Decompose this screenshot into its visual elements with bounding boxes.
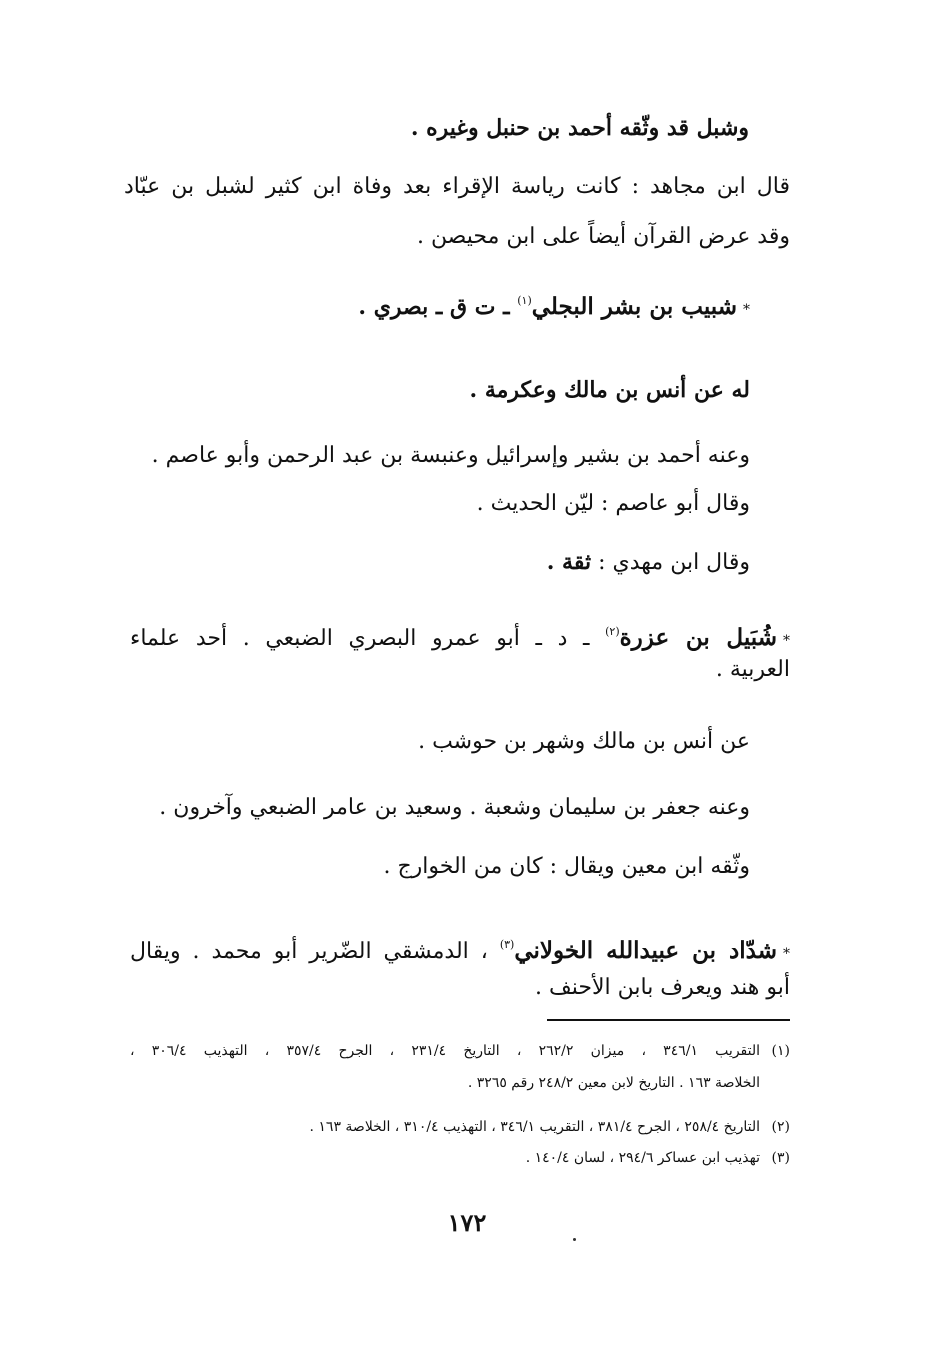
- text-line: وعنه أحمد بن بشير وإسرائيل وعنبسة بن عبد الرحمن وأبو عاصم .: [151, 443, 750, 468]
- entry-heading-shabib: [358, 286, 750, 325]
- entry-marker: *: [783, 946, 790, 962]
- footnote-1-cont: الخلاصة ١٦٣ . التاريخ لابن معين ٢٤٨/٢ رقم ٣٢٦٥ .: [467, 1075, 760, 1091]
- text-line: وشبل قد وثّقه أحمد بن حنبل وغيره .: [410, 115, 749, 141]
- entry-marker: *: [743, 302, 750, 318]
- text-line: وقال أبو عاصم : ليّن الحديث .: [476, 491, 750, 516]
- scan-speck: [573, 1238, 576, 1241]
- text-line: العربية .: [715, 657, 790, 682]
- narrator-name: شبيب بن بشر البجلي: [531, 293, 737, 320]
- footnote-number: (٢): [771, 1119, 790, 1135]
- footnote-2: [310, 1117, 791, 1137]
- narrator-name: شدّاد بن عبيدالله الخولاني: [514, 937, 777, 964]
- footnote-text: تهذيب ابن عساكر ٢٩٤/٦ ، لسان ١٤٠/٤ .: [525, 1150, 760, 1166]
- text-line: وقد عرض القرآن أيضاً على ابن محيصن .: [416, 224, 790, 249]
- footnote-number: (١): [771, 1043, 791, 1059]
- footnote-ref: (٣): [499, 938, 515, 951]
- text-line: وعنه جعفر بن سليمان وشعبة . وسعيد بن عامر الضبعي وآخرون .: [159, 795, 750, 820]
- text-line: قال ابن مجاهد : كانت رياسة الإقراء بعد وفاة ابن كثير لشبل بن عبّاد: [124, 174, 790, 199]
- entry-details: ـ د ـ أبو عمرو البصري الضبعي . أحد علماء: [130, 626, 606, 651]
- footnote-3: [526, 1148, 790, 1168]
- page-number: ١٧٢: [447, 1208, 487, 1237]
- text-line: له عن أنس بن مالك وعكرمة .: [469, 377, 750, 403]
- footnote-text: التاريخ ٢٥٨/٤ ، الجرح ٣٨١/٤ ، التقريب ٣٤٦/١ ، التهذيب ٣١٠/٤ ، الخلاصة ١٦٣ .: [309, 1119, 760, 1135]
- text-segment-bold: ثقة .: [546, 549, 592, 575]
- entry-marker: *: [783, 633, 790, 649]
- footnote-text: التقريب ٣٤٦/١ ، ميزان ٢٦٢/٢ ، التاريخ ٢٣١/٤ ، الجرح ٣٥٧/٤ ، التهذيب ٣٠٦/٤ ،: [130, 1043, 761, 1059]
- footnote-separator: [547, 1019, 790, 1021]
- footnote-1: [130, 1041, 790, 1061]
- footnote-ref: (١): [517, 294, 532, 307]
- entry-details: ـ ت ق ـ بصري .: [358, 294, 518, 320]
- footnote-ref: (٢): [605, 625, 620, 638]
- text-line: [547, 547, 750, 578]
- entry-heading-shaddad: [130, 930, 790, 969]
- entry-details: ، الدمشقي الضّرير أبو محمد . ويقال: [130, 939, 500, 964]
- narrator-name: شُبَيل بن عزرة: [619, 624, 777, 651]
- entry-heading-shubayl: [130, 617, 790, 656]
- text-line: أبو هند ويعرف بابن الأحنف .: [534, 975, 790, 1000]
- footnote-number: (٣): [771, 1150, 790, 1166]
- text-line: وثّقه ابن معين ويقال : كان من الخوارج .: [383, 854, 750, 879]
- text-line: عن أنس بن مالك وشهر بن حوشب .: [418, 729, 750, 754]
- text-segment: وقال ابن مهدي :: [591, 550, 750, 575]
